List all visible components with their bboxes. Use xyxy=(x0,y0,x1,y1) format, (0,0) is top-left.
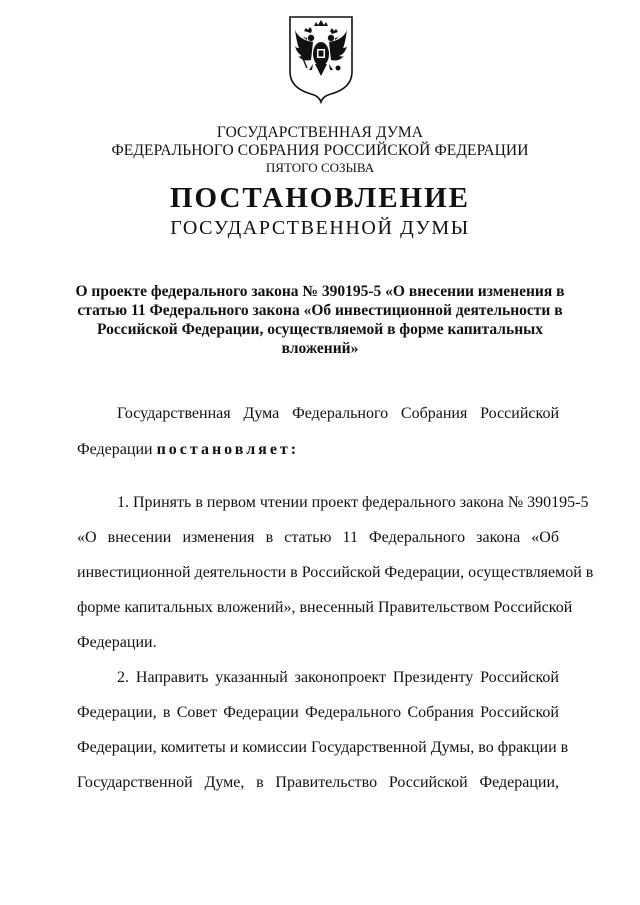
preamble-line-2 xyxy=(77,441,559,459)
document-type-title: ПОСТАНОВЛЕНИЕ xyxy=(169,182,470,214)
preamble-line-1: Государственная Дума Федерального Собрания Российской xyxy=(117,405,559,422)
item-2-line: Федерации, в Совет Федерации Федерального Собрания Российской xyxy=(77,704,559,721)
item-1-line: 1. Принять в первом чтении проект федерального закона № 390195-5 xyxy=(117,494,589,511)
issuer-line-2: ФЕДЕРАЛЬНОГО СОБРАНИЯ РОССИЙСКОЙ ФЕДЕРАЦИИ xyxy=(111,142,529,159)
item-1-line: Федерации. xyxy=(77,634,157,651)
resolves-keyword: постановляет: xyxy=(156,441,300,458)
issuer-line-1: ГОСУДАРСТВЕННАЯ ДУМА xyxy=(216,124,424,141)
subject-line: О проекте федерального закона № 390195-5 «О внесении изменения в xyxy=(75,283,565,300)
preamble-text: Федерации xyxy=(77,441,157,458)
subject-line: Российской Федерации, осуществляемой в форме капитальных xyxy=(97,321,543,338)
coat-of-arms-icon xyxy=(287,14,355,104)
convocation-line: ПЯТОГО СОЗЫВА xyxy=(265,160,375,175)
item-2-line: Государственной Думе, в Правительство Российской Федерации, xyxy=(77,774,559,791)
document-subject xyxy=(60,282,580,358)
item-1-line: инвестиционной деятельности в Российской Федерации, осуществляемой в xyxy=(77,564,594,581)
subject-line: статью 11 Федерального закона «Об инвестиционной деятельности в xyxy=(77,302,563,319)
item-2-line: 2. Направить указанный законопроект Президенту Российской xyxy=(117,669,559,686)
item-1-line: форме капитальных вложений», внесенный Правительством Российской xyxy=(77,599,573,616)
document-issuer-title: ГОСУДАРСТВЕННОЙ ДУМЫ xyxy=(170,217,470,239)
item-1-line: «О внесении изменения в статью 11 Федерального закона «Об xyxy=(77,529,559,546)
item-2-line: Федерации, комитеты и комиссии Государственной Думы, во фракции в xyxy=(77,739,569,756)
subject-line: вложений» xyxy=(281,340,359,357)
